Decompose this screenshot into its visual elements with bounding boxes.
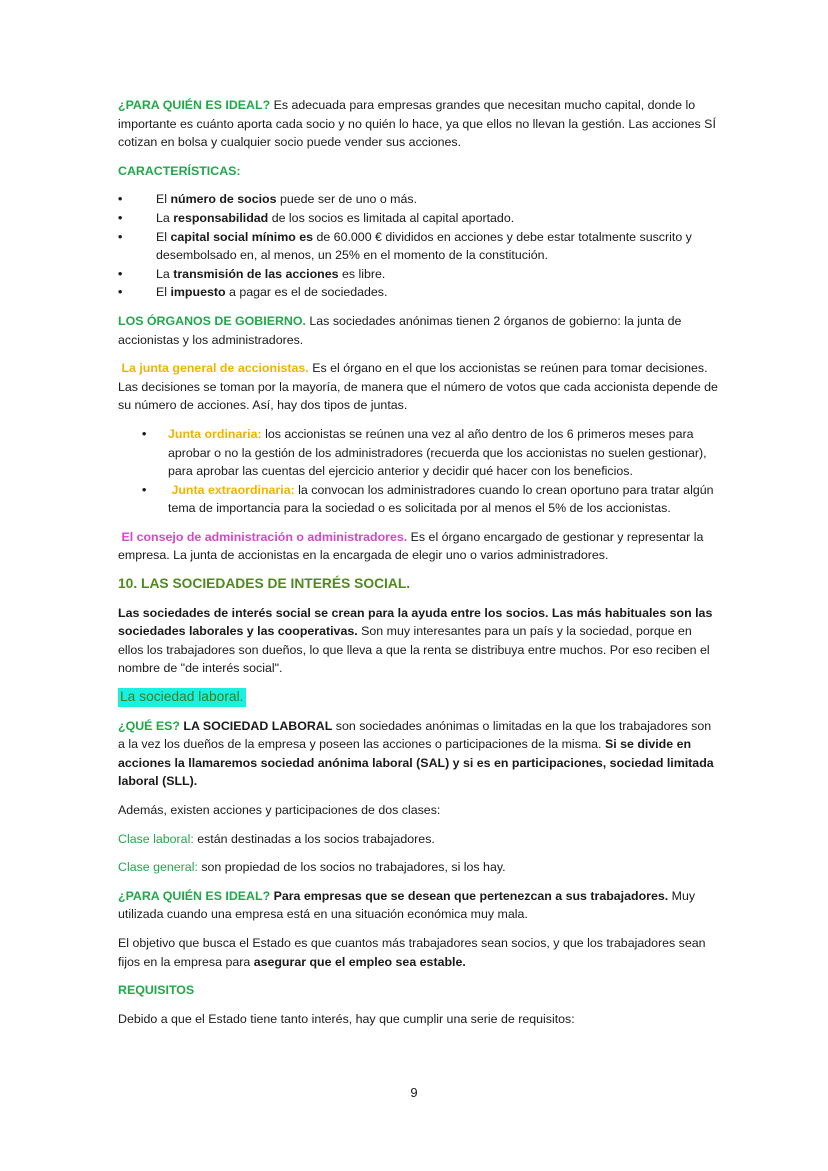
ideal-label: ¿PARA QUIÉN ES IDEAL? bbox=[118, 98, 271, 112]
ideal-text: Es adecuada para empresas grandes que necesitan mucho capital, donde lo importante es cuánto aporta cada socio y no quién lo hace, ya que ellos no llevan la gestión. Las acciones SÍ cotizan en bolsa y cualquier socio puede vender sus acciones. bbox=[118, 98, 716, 150]
item-text: la convocan los administradores cuando lo crean oportuno para tratar algún tema de importancia para la sociedad o es solicitada por al menos el 5% de los accionistas. bbox=[168, 482, 717, 516]
junta-text: Es el órgano en el que los accionistas se reúnen para tomar decisiones. Las decisiones se toman por la mayoría, de manera que el número de votos que cada accionista depende de su número de acciones. Así, hay dos tipos de juntas. bbox=[118, 361, 722, 413]
que-es-bold-2: Si se divide en acciones la llamaremos sociedad anónima laboral (SAL) y si es en participaciones, sociedad limitada laboral (SLL). bbox=[118, 737, 714, 789]
consejo-paragraph bbox=[118, 528, 718, 565]
caracteristicas-title: CARACTERÍSTICAS: bbox=[118, 163, 241, 178]
document-page bbox=[118, 96, 722, 1038]
clase-laboral-text: están destinadas a los socios trabajadores. bbox=[193, 831, 435, 846]
junta-paragraph bbox=[118, 359, 722, 415]
organos-paragraph bbox=[118, 312, 718, 349]
que-es-label: ¿QUÉ ES? bbox=[118, 718, 180, 733]
list-item bbox=[118, 481, 718, 518]
item-text: es libre. bbox=[338, 266, 386, 281]
que-es-text: son sociedades anónimas o limitadas en la que los trabajadores son a la vez los dueños de la empresa y poseen las acciones o participaciones de la misma. bbox=[118, 718, 712, 752]
item-bold: responsabilidad bbox=[173, 210, 269, 225]
requisitos-title: REQUISITOS bbox=[118, 983, 195, 998]
organos-label: LOS ÓRGANOS DE GOBIERNO. bbox=[118, 313, 306, 328]
clase-general-label: Clase general: bbox=[118, 860, 198, 875]
item-bold: capital social mínimo es bbox=[170, 229, 314, 244]
item-text: La bbox=[156, 266, 174, 281]
item-text: los accionistas se reúnen una vez al año dentro de los 6 primeros meses para aprobar o no la gestión de los administradores (recuerda que los accionistas no suelen gestionar), para aprobar las cuentas del ejercicio anterior y decidir qué hacer con los beneficios. bbox=[168, 426, 707, 479]
item-bold: impuesto bbox=[170, 285, 226, 300]
consejo-label: El consejo de administración o administradores. bbox=[118, 529, 408, 544]
ideal-paragraph bbox=[118, 96, 718, 152]
list-item bbox=[118, 265, 718, 284]
organos-text: Las sociedades anónimas tienen 2 órganos de gobierno: la junta de accionistas y los administradores. bbox=[118, 313, 682, 347]
interes-social-text: Son muy interesantes para un país y la sociedad, porque en ellos los trabajadores son dueños, lo que lleva a que la renta se distribuya entre muchos. Por eso reciben el nombre de "de interés social". bbox=[118, 624, 710, 676]
list-item bbox=[118, 425, 718, 481]
clase-laboral-paragraph bbox=[118, 830, 718, 849]
ideal-laboral-bold: Para empresas que se desean que pertenezcan a sus trabajadores. bbox=[270, 888, 669, 903]
clase-laboral-label: Clase laboral: bbox=[118, 831, 194, 846]
item-text: de los socios es limitada al capital aportado. bbox=[268, 210, 515, 225]
list-item bbox=[118, 209, 718, 228]
item-label: Junta ordinaria: bbox=[168, 426, 262, 441]
item-text: La bbox=[156, 210, 174, 225]
item-label: Junta extraordinaria: bbox=[168, 482, 295, 497]
highlighted-heading: La sociedad laboral. bbox=[118, 688, 246, 707]
item-text: puede ser de uno o más. bbox=[276, 192, 418, 207]
item-text: de 60.000 € divididos en acciones y debe estar totalmente suscrito y desembolsado en, al menos, un 25% en el momento de la constitución. bbox=[156, 229, 692, 263]
ideal-laboral-text: Muy utilizada cuando una empresa está en una situación económica muy mala. bbox=[118, 888, 696, 922]
clase-general-text: son propiedad de los socios no trabajadores, si los hay. bbox=[197, 860, 506, 875]
item-text: a pagar es el de sociedades. bbox=[225, 285, 388, 300]
que-es-bold: LA SOCIEDAD LABORAL bbox=[179, 718, 333, 733]
ideal-laboral-label: ¿PARA QUIÉN ES IDEAL? bbox=[118, 888, 271, 903]
objetivo-bold: asegurar que el empleo sea estable. bbox=[253, 954, 466, 969]
objetivo-paragraph bbox=[118, 934, 718, 971]
requisitos-paragraph: Debido a que el Estado tiene tanto interés, hay que cumplir una serie de requisitos: bbox=[118, 1011, 575, 1026]
list-item bbox=[118, 190, 718, 209]
ademas-paragraph: Además, existen acciones y participaciones de dos clases: bbox=[118, 803, 441, 817]
consejo-text: Es el órgano encargado de gestionar y representar la empresa. La junta de accionistas en la encargada de elegir uno o varios administradores. bbox=[118, 529, 707, 563]
list-item bbox=[118, 228, 718, 265]
item-text: El bbox=[156, 285, 171, 300]
clase-general-paragraph bbox=[118, 858, 718, 877]
page-number: 9 bbox=[410, 1085, 418, 1100]
caracteristicas-list bbox=[118, 190, 718, 302]
objetivo-text: El objetivo que busca el Estado es que cuantos más trabajadores sean socios, y que los trabajadores sean fijos en la empresa para bbox=[118, 935, 706, 969]
junta-list bbox=[118, 425, 718, 518]
item-text: El bbox=[156, 229, 171, 244]
junta-label: La junta general de accionistas. bbox=[118, 361, 309, 376]
item-bold: número de socios bbox=[170, 192, 277, 207]
section-heading: 10. LAS SOCIEDADES DE INTERÉS SOCIAL. bbox=[118, 576, 411, 592]
list-item bbox=[118, 283, 718, 302]
interes-social-paragraph bbox=[118, 604, 718, 678]
item-bold: transmisión de las acciones bbox=[173, 266, 339, 281]
interes-social-bold: Las sociedades de interés social se crean para la ayuda entre los socios. Las más habituales son las sociedades laborales y las cooperativas. bbox=[118, 605, 713, 639]
que-es-paragraph bbox=[118, 717, 718, 791]
item-text: El bbox=[156, 192, 171, 207]
ideal-laboral-paragraph bbox=[118, 887, 718, 924]
